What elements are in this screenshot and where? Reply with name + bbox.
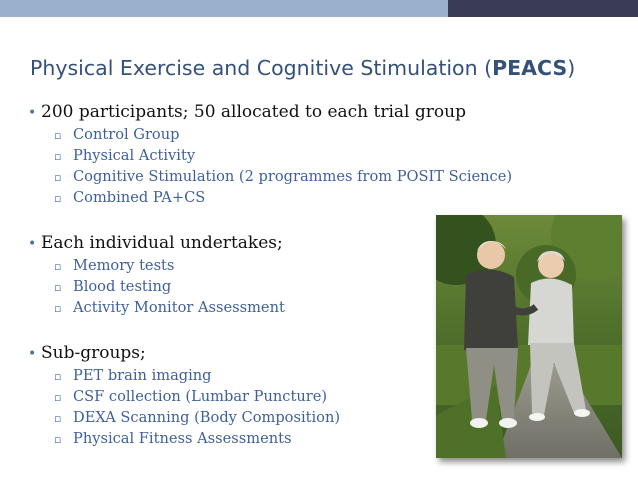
sub-bullet-item: ▫ PET brain imaging — [28, 366, 628, 387]
bullet-heading: • Each individual undertakes; — [28, 231, 628, 256]
sub-bullet-item: ▫ Physical Fitness Assessments — [28, 429, 628, 450]
title-acronym: PEACS — [492, 56, 568, 80]
photo-illustration — [436, 215, 622, 458]
section-participants — [28, 100, 628, 209]
sub-bullet-item: ▫ Blood testing — [28, 277, 628, 298]
sub-bullet-icon: ▫ — [54, 171, 62, 184]
title-suffix: ) — [567, 56, 576, 80]
sub-bullet-item: ▫ Memory tests — [28, 256, 628, 277]
sub-bullet-icon: ▫ — [54, 433, 62, 446]
sub-bullet-item: ▫ DEXA Scanning (Body Composition) — [28, 408, 628, 429]
sub-bullet-icon: ▫ — [54, 260, 62, 273]
top-bar-light-segment — [0, 0, 448, 17]
sub-bullet-item: ▫ Control Group — [28, 125, 628, 146]
sub-bullet-item: ▫ Combined PA+CS — [28, 188, 628, 209]
bullet-icon: • — [28, 105, 37, 121]
bullet-heading: • Sub-groups; — [28, 341, 628, 366]
sub-bullet-icon: ▫ — [54, 370, 62, 383]
bullet-icon: • — [28, 236, 37, 252]
top-decorative-bar — [0, 0, 638, 17]
sub-bullet-item: ▫ CSF collection (Lumbar Puncture) — [28, 387, 628, 408]
photo-elderly-couple-walking — [436, 215, 622, 458]
bullet-heading: • 200 participants; 50 allocated to each trial group — [28, 100, 628, 125]
sub-bullet-icon: ▫ — [54, 150, 62, 163]
sub-bullet-icon: ▫ — [54, 412, 62, 425]
sub-bullet-icon: ▫ — [54, 192, 62, 205]
sub-bullet-icon: ▫ — [54, 302, 62, 315]
sub-bullet-icon: ▫ — [54, 281, 62, 294]
sub-bullet-item: ▫ Cognitive Stimulation (2 programmes from POSIT Science) — [28, 167, 628, 188]
top-bar-dark-segment — [448, 0, 638, 17]
sub-bullet-icon: ▫ — [54, 391, 62, 404]
slide-title — [30, 56, 630, 80]
sub-bullet-item: ▫ Activity Monitor Assessment — [28, 298, 628, 319]
sub-bullet-icon: ▫ — [54, 129, 62, 142]
sub-bullet-item: ▫ Physical Activity — [28, 146, 628, 167]
bullet-icon: • — [28, 346, 37, 362]
title-prefix: Physical Exercise and Cognitive Stimulation ( — [30, 56, 493, 80]
